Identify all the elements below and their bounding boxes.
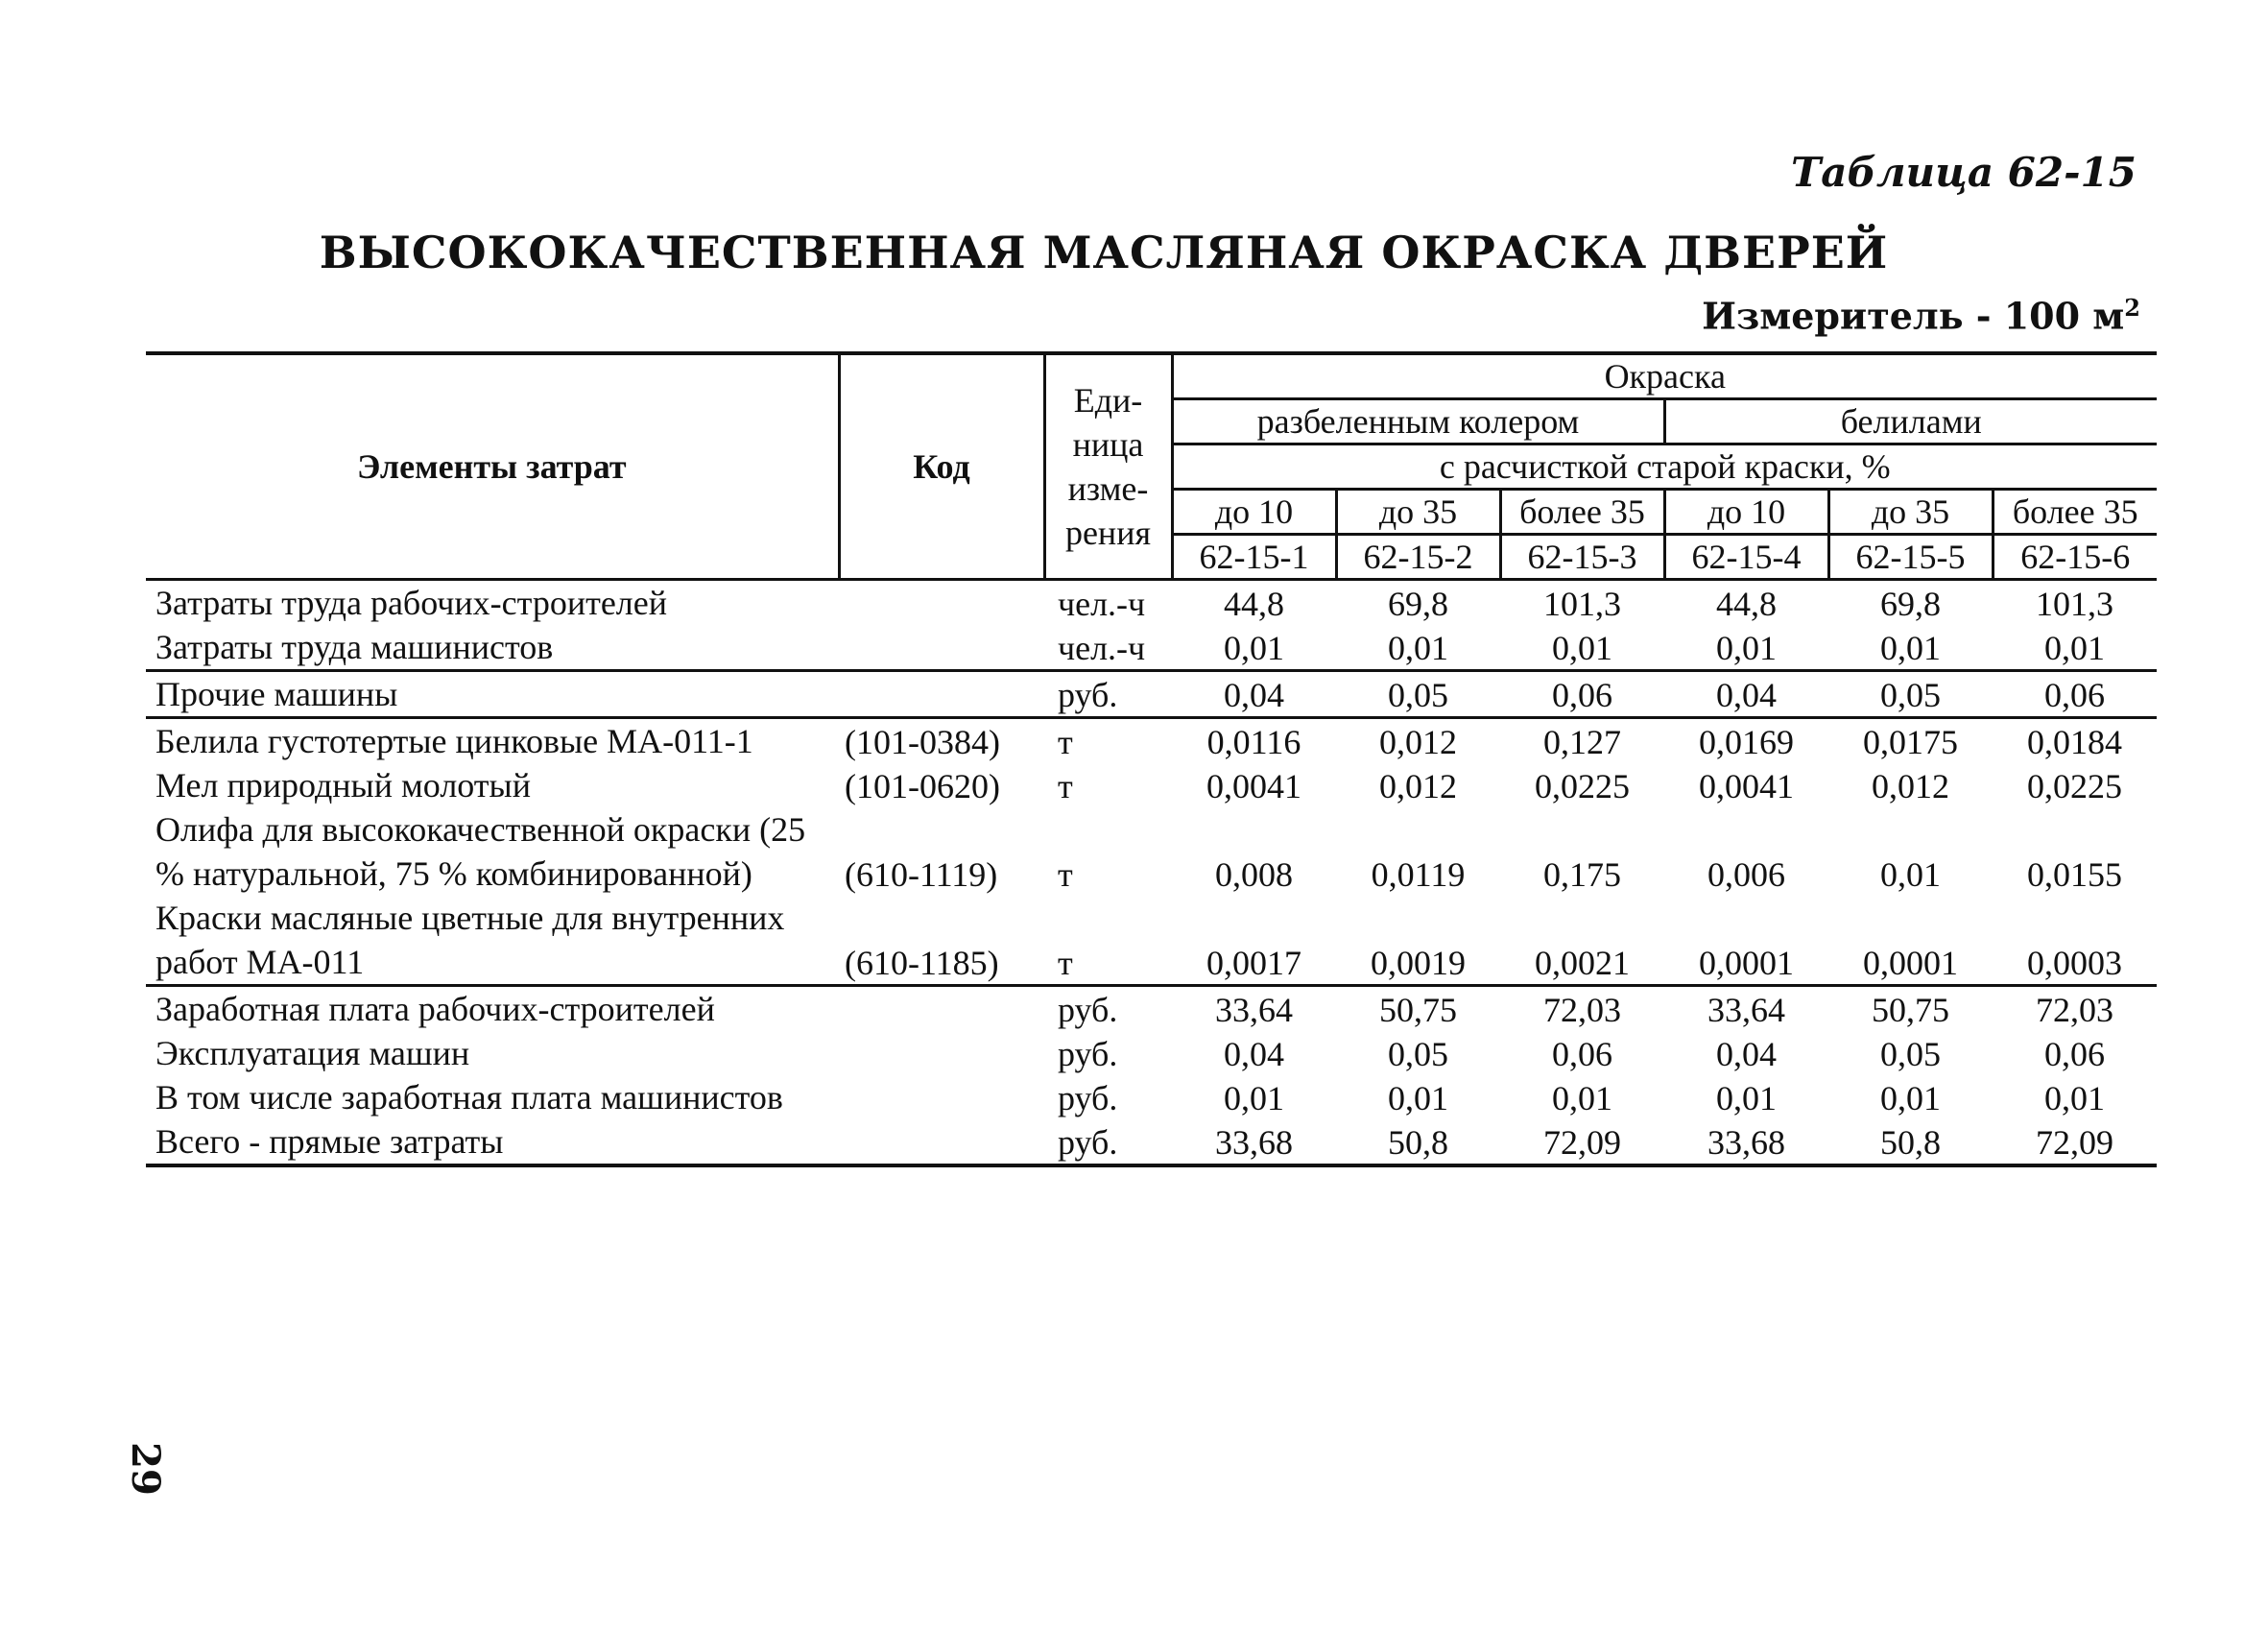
unit-header-line: Еди- xyxy=(1073,381,1143,420)
value-cell: 0,01 xyxy=(1552,1079,1612,1117)
cost-norms-table xyxy=(146,351,2157,1167)
cost-element-name: Мел природный молотый xyxy=(155,766,531,804)
unit-header xyxy=(1044,353,1172,580)
value-cell: 0,01 xyxy=(1993,625,2157,671)
value-cell: 0,006 xyxy=(1707,855,1785,894)
value-cell: 72,09 xyxy=(1993,1119,2157,1165)
table-row xyxy=(146,1075,2157,1119)
cost-element-name: Затраты труда рабочих-строителей xyxy=(155,584,668,622)
code-header: Код xyxy=(839,353,1044,580)
value-cell: 0,0041 xyxy=(1699,767,1794,805)
value-cell: 0,0021 xyxy=(1500,896,1664,986)
resource-code xyxy=(839,1031,1044,1075)
range-header: до 35 xyxy=(1336,490,1500,535)
value-cell: 0,05 xyxy=(1388,1035,1448,1073)
cleaning-header: с расчисткой старой краски, % xyxy=(1172,444,2157,490)
value-cell: 0,0184 xyxy=(2027,723,2122,761)
value-cell: 0,06 xyxy=(1552,1035,1612,1073)
resource-code xyxy=(839,671,1044,718)
cost-element-name: Олифа для высококачественной окраски (25 % натуральной, 75 % комбинированной) xyxy=(155,810,806,893)
value-cell: 0,04 xyxy=(1664,671,1828,718)
page-number: 29 xyxy=(123,1442,168,1496)
value-cell: 44,8 xyxy=(1224,585,1284,623)
value-cell: 0,01 xyxy=(1172,625,1336,671)
value-cell: 0,04 xyxy=(1224,1035,1284,1073)
unit-cell: руб. xyxy=(1058,1035,1118,1073)
resource-code: (610-1119) xyxy=(845,855,998,894)
cost-element-name: Затраты труда машинистов xyxy=(146,625,839,671)
range-header: более 35 xyxy=(1993,490,2157,535)
value-cell: 0,0017 xyxy=(1172,896,1336,986)
value-cell: 0,01 xyxy=(1880,855,1941,894)
value-cell: 0,0155 xyxy=(2027,855,2122,894)
unit-cell: т xyxy=(1058,855,1073,894)
resource-code: (101-0620) xyxy=(845,767,1000,805)
norm-code-header: 62-15-1 xyxy=(1172,535,1336,580)
value-cell: 0,01 xyxy=(1388,1079,1448,1117)
unit-cell: руб. xyxy=(1058,1079,1118,1117)
value-cell: 0,06 xyxy=(1993,671,2157,718)
value-cell: 0,06 xyxy=(2044,1035,2105,1073)
measure-exponent: 2 xyxy=(2124,294,2140,322)
table-body xyxy=(146,580,2157,1166)
subgroup-tinted-header: разбеленным колером xyxy=(1172,399,1664,444)
cost-element-name: Эксплуатация машин xyxy=(155,1034,470,1072)
value-cell: 33,68 xyxy=(1172,1119,1336,1165)
value-cell: 0,0041 xyxy=(1206,767,1301,805)
cost-element-name: Прочие машины xyxy=(146,671,839,718)
resource-code xyxy=(839,580,1044,626)
value-cell: 0,175 xyxy=(1543,855,1621,894)
document-title: ВЫСОКОКАЧЕСТВЕННАЯ МАСЛЯНАЯ ОКРАСКА ДВЕРЕЙ xyxy=(319,227,1889,278)
value-cell: 69,8 xyxy=(1388,585,1448,623)
table-row xyxy=(146,896,2157,986)
value-cell: 72,09 xyxy=(1500,1119,1664,1165)
value-cell: 0,01 xyxy=(1664,625,1828,671)
unit-header-line: рения xyxy=(1064,514,1152,552)
value-cell: 0,01 xyxy=(1500,625,1664,671)
resource-code: (101-0384) xyxy=(845,723,1000,761)
table-row xyxy=(146,1031,2157,1075)
table-row xyxy=(146,763,2157,807)
value-cell: 101,3 xyxy=(1543,585,1621,623)
range-header: более 35 xyxy=(1500,490,1664,535)
value-cell: 50,8 xyxy=(1336,1119,1500,1165)
value-cell: 0,008 xyxy=(1215,855,1293,894)
cost-element-name: Краски масляные цветные для внутренних работ МА-011 xyxy=(146,896,839,986)
value-cell: 0,05 xyxy=(1336,671,1500,718)
value-cell: 0,01 xyxy=(1828,625,1993,671)
table-row xyxy=(146,1119,2157,1165)
unit-cell: т xyxy=(1044,896,1172,986)
value-cell: 0,04 xyxy=(1172,671,1336,718)
value-cell: 0,05 xyxy=(1828,671,1993,718)
cost-element-name: Заработная плата рабочих-строителей xyxy=(155,990,715,1028)
value-cell: 0,0225 xyxy=(2027,767,2122,805)
unit-cell: чел.-ч xyxy=(1044,625,1172,671)
range-header: до 35 xyxy=(1828,490,1993,535)
measurement-unit xyxy=(1440,294,2140,338)
unit-cell: т xyxy=(1058,723,1073,761)
value-cell: 0,01 xyxy=(1716,1079,1777,1117)
resource-code xyxy=(839,986,1044,1032)
value-cell: 69,8 xyxy=(1880,585,1941,623)
unit-cell: т xyxy=(1058,767,1073,805)
norm-code-header: 62-15-3 xyxy=(1500,535,1664,580)
value-cell: 33,64 xyxy=(1215,991,1293,1029)
value-cell: 0,0003 xyxy=(1993,896,2157,986)
value-cell: 0,04 xyxy=(1716,1035,1777,1073)
value-cell: 0,06 xyxy=(1500,671,1664,718)
value-cell: 0,01 xyxy=(1880,1079,1941,1117)
unit-cell: руб. xyxy=(1044,671,1172,718)
elements-header: Элементы затрат xyxy=(146,353,839,580)
value-cell: 50,8 xyxy=(1828,1119,1993,1165)
norm-code-header: 62-15-6 xyxy=(1993,535,2157,580)
resource-code xyxy=(839,1119,1044,1165)
value-cell: 72,03 xyxy=(2036,991,2113,1029)
value-cell: 0,0175 xyxy=(1863,723,1958,761)
value-cell: 44,8 xyxy=(1716,585,1777,623)
norm-code-header: 62-15-4 xyxy=(1664,535,1828,580)
resource-code: (610-1185) xyxy=(839,896,1044,986)
table-row xyxy=(146,807,2157,896)
unit-cell: чел.-ч xyxy=(1058,585,1146,623)
value-cell: 0,0019 xyxy=(1336,896,1500,986)
norm-code-header: 62-15-2 xyxy=(1336,535,1500,580)
unit-header-line: ница xyxy=(1072,425,1144,464)
value-cell: 33,68 xyxy=(1664,1119,1828,1165)
unit-header-line: изме- xyxy=(1067,469,1149,508)
norm-code-header: 62-15-5 xyxy=(1828,535,1993,580)
cost-element-name: В том числе заработная плата машинистов xyxy=(155,1078,783,1117)
value-cell: 0,0116 xyxy=(1206,723,1301,761)
value-cell: 0,01 xyxy=(1336,625,1500,671)
table-row xyxy=(146,580,2157,626)
value-cell: 0,0225 xyxy=(1535,767,1630,805)
value-cell: 0,012 xyxy=(1872,767,1949,805)
value-cell: 0,127 xyxy=(1543,723,1621,761)
value-cell: 0,01 xyxy=(2044,1079,2105,1117)
value-cell: 0,012 xyxy=(1379,767,1457,805)
value-cell: 101,3 xyxy=(2036,585,2113,623)
cost-element-name: Всего - прямые затраты xyxy=(146,1119,839,1165)
range-header: до 10 xyxy=(1664,490,1828,535)
value-cell: 72,03 xyxy=(1543,991,1621,1029)
resource-code xyxy=(839,1075,1044,1119)
value-cell: 0,012 xyxy=(1379,723,1457,761)
range-header: до 10 xyxy=(1172,490,1336,535)
value-cell: 0,0001 xyxy=(1664,896,1828,986)
value-cell: 0,0169 xyxy=(1699,723,1794,761)
table-row xyxy=(146,671,2157,718)
subgroup-white-header: белилами xyxy=(1664,399,2157,444)
table-row xyxy=(146,986,2157,1032)
unit-cell: руб. xyxy=(1044,1119,1172,1165)
value-cell: 0,01 xyxy=(1224,1079,1284,1117)
table-row xyxy=(146,718,2157,764)
unit-cell: руб. xyxy=(1058,991,1118,1029)
resource-code xyxy=(839,625,1044,671)
value-cell: 0,0119 xyxy=(1371,855,1466,894)
measure-text: Измеритель - 100 м xyxy=(1702,294,2125,338)
value-cell: 0,0001 xyxy=(1828,896,1993,986)
value-cell: 0,05 xyxy=(1880,1035,1941,1073)
painting-group-header: Окраска xyxy=(1172,353,2157,399)
value-cell: 50,75 xyxy=(1379,991,1457,1029)
table-number: Таблица 62-15 xyxy=(1791,149,2137,196)
table-row xyxy=(146,625,2157,671)
value-cell: 33,64 xyxy=(1707,991,1785,1029)
value-cell: 50,75 xyxy=(1872,991,1949,1029)
cost-element-name: Белила густотертые цинковые МА-011-1 xyxy=(155,722,753,760)
